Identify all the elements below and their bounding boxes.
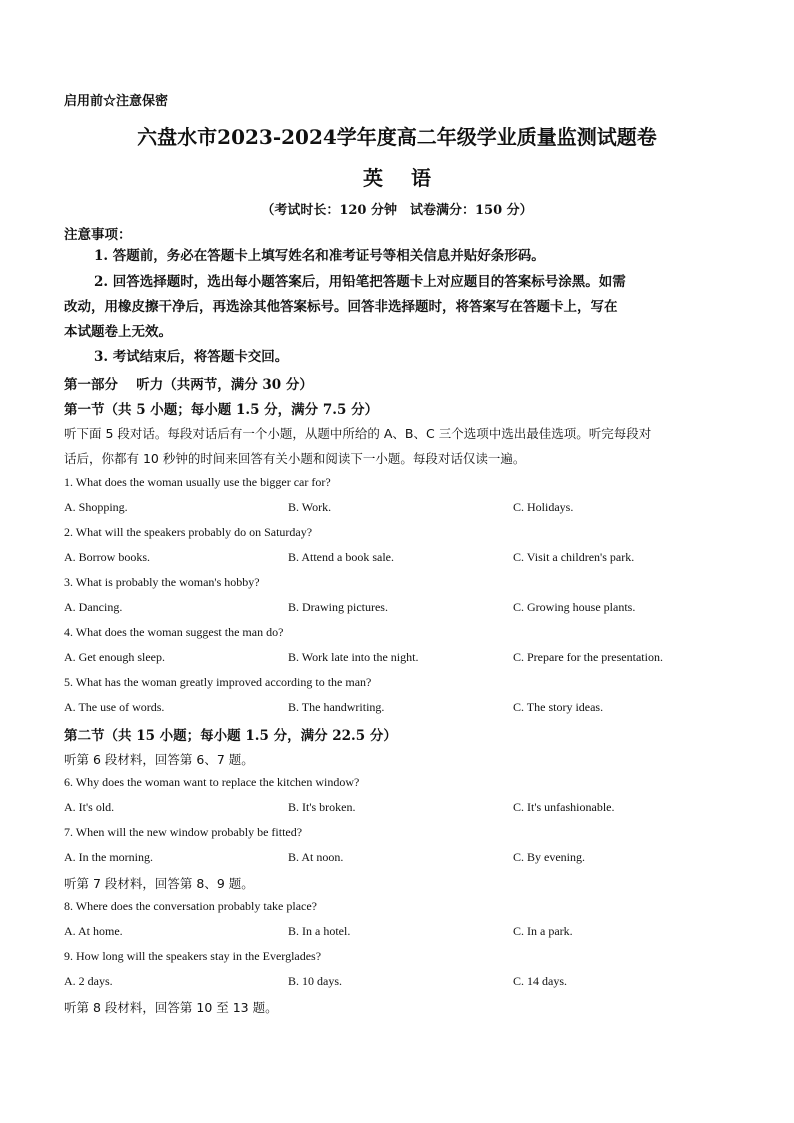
section-1-intro-line-2: 话后，你都有 10 秒钟的时间来回答有关小题和阅读下一小题。每段对话仅读一遍。 — [64, 451, 526, 466]
option-4c: C. Prepare for the presentation. — [513, 650, 663, 664]
notice-item-3: 3. 考试结束后，将答题卡交回。 — [94, 349, 289, 365]
option-2a: A. Borrow books. — [64, 550, 150, 564]
option-1a: A. Shopping. — [64, 500, 128, 514]
option-1b: B. Work. — [288, 500, 332, 514]
option-8c: C. In a park. — [513, 924, 573, 938]
question-3: 3. What is probably the woman's hobby? — [64, 575, 260, 589]
question-7: 7. When will the new window probably be fitted? — [64, 825, 303, 839]
option-9c: C. 14 days. — [513, 974, 567, 988]
option-3c: C. Growing house plants. — [513, 600, 636, 614]
option-8a: A. At home. — [64, 924, 123, 938]
subject-title: 英语 — [363, 166, 459, 190]
option-4b: B. Work late into the night. — [288, 650, 419, 664]
question-5: 5. What has the woman greatly improved according to the man? — [64, 675, 372, 689]
option-4a: A. Get enough sleep. — [64, 650, 165, 664]
material-7-instruction: 听第 7 段材料，回答第 8、9 题。 — [64, 876, 254, 891]
option-9a: A. 2 days. — [64, 974, 113, 988]
confidential-label: 启用前☆注意保密 — [64, 94, 169, 109]
notice-heading: 注意事项： — [64, 227, 132, 243]
option-6b: B. It's broken. — [288, 800, 356, 814]
option-5b: B. The handwriting. — [288, 700, 385, 714]
question-2: 2. What will the speakers probably do on Saturday? — [64, 525, 313, 539]
notice-item-2-line-1: 2. 回答选择题时，选出每小题答案后，用铅笔把答题卡上对应题目的答案标号涂黑。如需 — [94, 274, 626, 290]
option-5c: C. The story ideas. — [513, 700, 604, 714]
material-8-instruction: 听第 8 段材料，回答第 10 至 13 题。 — [64, 1000, 278, 1015]
question-1: 1. What does the woman usually use the bigger car for? — [64, 475, 331, 489]
option-8b: B. In a hotel. — [288, 924, 351, 938]
question-4: 4. What does the woman suggest the man do? — [64, 625, 284, 639]
option-6c: C. It's unfashionable. — [513, 800, 615, 814]
option-3b: B. Drawing pictures. — [288, 600, 388, 614]
option-7b: B. At noon. — [288, 850, 344, 864]
section-1-intro-line-1: 听下面 5 段对话。每段对话后有一个小题，从题中所给的 A、B、C 三个选项中选出最佳选项。听完每段对 — [64, 426, 652, 441]
notice-item-2-line-2: 改动，用橡皮擦干净后，再选涂其他答案标号。回答非选择题时，将答案写在答题卡上，写在 — [64, 299, 618, 315]
option-7c: C. By evening. — [513, 850, 585, 864]
question-8: 8. Where does the conversation probably take place? — [64, 899, 318, 913]
option-2c: C. Visit a children's park. — [513, 550, 635, 564]
notice-item-1: 1. 答题前，务必在答题卡上填写姓名和准考证号等相关信息并贴好条形码。 — [94, 248, 545, 264]
exam-title: 六盘水市2023-2024学年度高二年级学业质量监测试题卷 — [137, 125, 657, 149]
option-1c: C. Holidays. — [513, 500, 574, 514]
exam-time-info: （考试时长：120 分钟 试卷满分：150 分） — [261, 203, 533, 218]
part-1-title: 第一部分 听力（共两节，满分 30 分） — [64, 377, 313, 393]
notice-item-2-line-3: 本试题卷上无效。 — [64, 324, 172, 340]
section-1-title: 第一节（共 5 小题；每小题 1.5 分，满分 7.5 分） — [64, 402, 379, 418]
material-6-instruction: 听第 6 段材料，回答第 6、7 题。 — [64, 752, 254, 767]
option-7a: A. In the morning. — [64, 850, 153, 864]
question-9: 9. How long will the speakers stay in the Everglades? — [64, 949, 322, 963]
section-2-title: 第二节（共 15 小题；每小题 1.5 分，满分 22.5 分） — [64, 728, 397, 744]
option-5a: A. The use of words. — [64, 700, 165, 714]
option-9b: B. 10 days. — [288, 974, 342, 988]
option-3a: A. Dancing. — [64, 600, 123, 614]
question-6: 6. Why does the woman want to replace the kitchen window? — [64, 775, 360, 789]
option-6a: A. It's old. — [64, 800, 115, 814]
option-2b: B. Attend a book sale. — [288, 550, 394, 564]
